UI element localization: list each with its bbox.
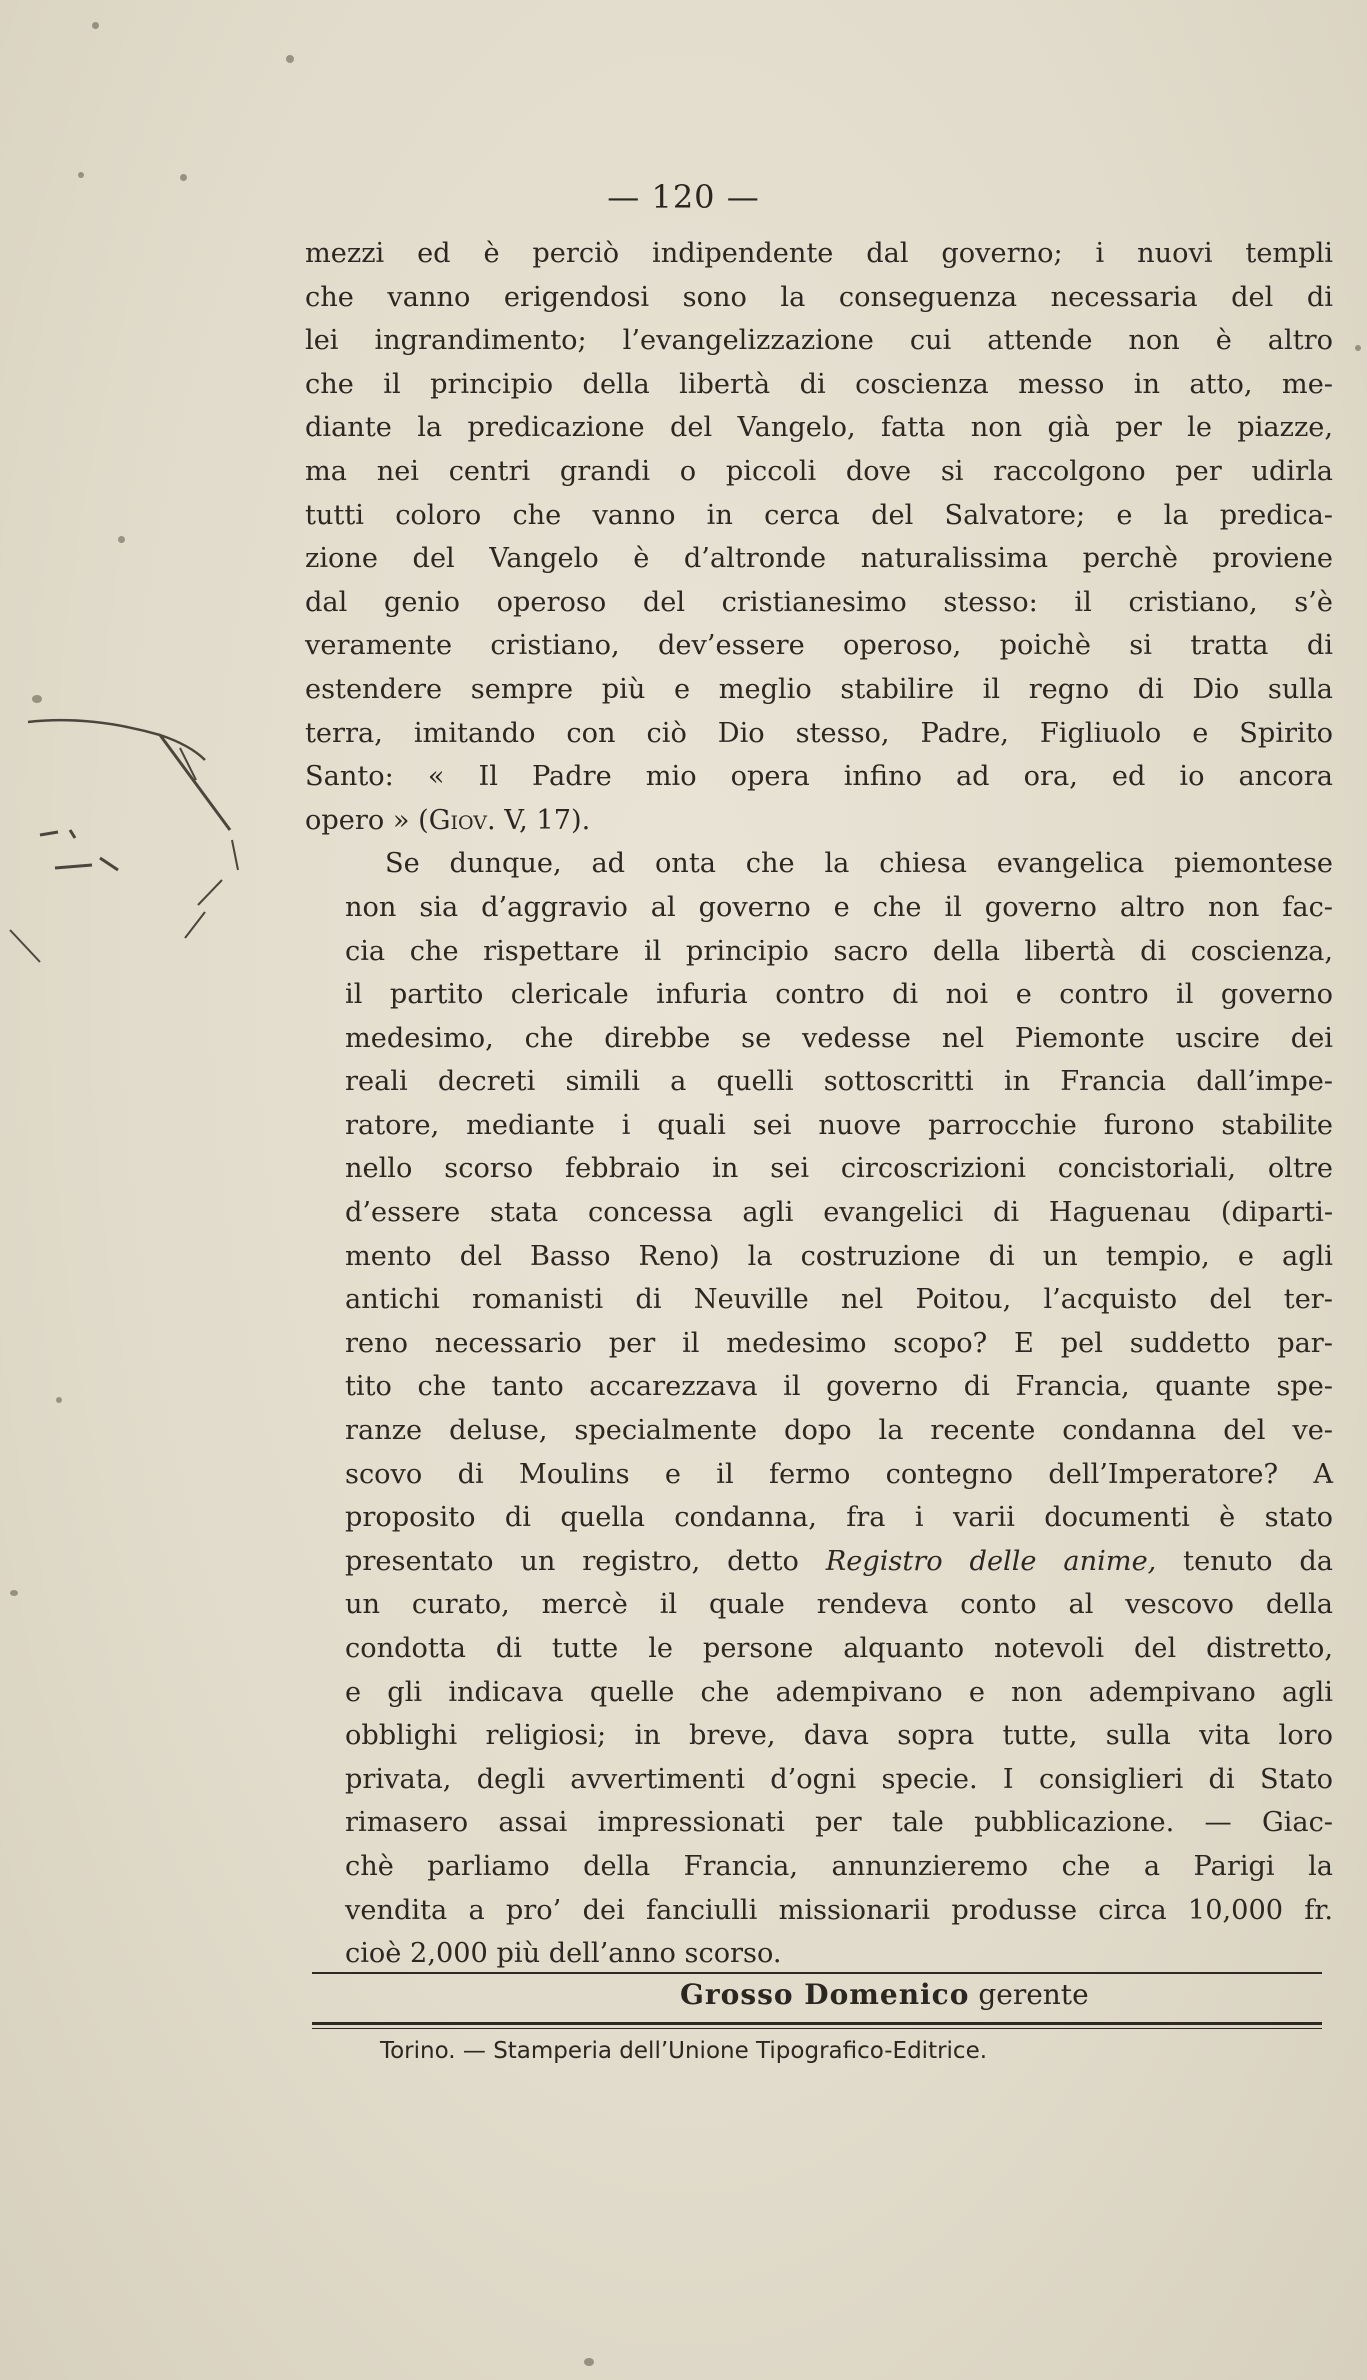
text-line: proposito di quella condanna, fra i varii documenti è stato xyxy=(345,1502,1333,1534)
text-line: scovo di Moulins e il fermo contegno dell’Imperatore? A xyxy=(345,1458,1333,1490)
text-line xyxy=(305,799,1333,843)
text-line: vendita a pro’ dei fanciulli missionarii produsse circa 10,000 fr. xyxy=(345,1894,1333,1926)
text-line: nello scorso febbraio in sei circoscrizioni concistoriali, oltre xyxy=(345,1153,1333,1185)
text-line: cioè 2,000 più dell’anno scorso. xyxy=(345,1938,782,1970)
text-line: privata, degli avvertimenti d’ogni specie. I consiglieri di Stato xyxy=(345,1763,1333,1795)
text-line: antichi romanisti di Neuville nel Poitou, l’acquisto del ter- xyxy=(345,1284,1333,1316)
text-line: estendere sempre più e meglio stabilire il regno di Dio sulla xyxy=(305,673,1333,705)
text-line: d’essere stata concessa agli evangelici di Haguenau (diparti- xyxy=(345,1197,1333,1229)
text-line: medesimo, che direbbe se vedesse nel Piemonte uscire dei xyxy=(345,1022,1333,1054)
text-line: e gli indicava quelle che adempivano e non adempivano agli xyxy=(345,1676,1333,1708)
paper-speck xyxy=(584,2358,594,2366)
text-line: lei ingrandimento; l’evangelizzazione cui attende non è altro xyxy=(305,325,1333,357)
paper-speck xyxy=(10,1590,18,1596)
text-line: terra, imitando con ciò Dio stesso, Padre, Figliuolo e Spirito xyxy=(305,717,1333,749)
text-line: tutti coloro che vanno in cerca del Salvatore; e la predica- xyxy=(305,499,1333,531)
text-fragment: tenuto da xyxy=(1156,1545,1333,1577)
text-line: reno necessario per il medesimo scopo? E pel suddetto par- xyxy=(345,1327,1333,1359)
signature-role: gerente xyxy=(978,1978,1089,2011)
paragraph xyxy=(305,842,1333,1975)
register-title: Registro delle anime, xyxy=(825,1545,1157,1577)
text-line: Santo: « Il Padre mio opera infino ad ora, ed io ancora xyxy=(305,761,1333,793)
divider-double-rule xyxy=(312,2022,1322,2029)
printer-imprint: Torino. — Stamperia dell’Unione Tipografico-Editrice. xyxy=(379,2038,988,2064)
paper-speck xyxy=(118,536,125,543)
text-line: che vanno erigendosi sono la conseguenza necessaria del di xyxy=(305,281,1333,313)
text-line: dal genio operoso del cristianesimo stesso: il cristiano, s’è xyxy=(305,586,1333,618)
text-line: il partito clericale infuria contro di noi e contro il governo xyxy=(345,979,1333,1011)
text-line: condotta di tutte le persone alquanto notevoli del distretto, xyxy=(345,1633,1333,1664)
text-line: ma nei centri grandi o piccoli dove si raccolgono per udirla xyxy=(305,455,1333,487)
paper-speck xyxy=(286,55,294,63)
text-line: obblighi religiosi; in breve, dava sopra tutte, sulla vita loro xyxy=(345,1720,1333,1752)
text-line: mezzi ed è perciò indipendente dal governo; i nuovi templi xyxy=(305,238,1333,269)
text-line: ratore, mediante i quali sei nuove parrocchie furono stabilite xyxy=(345,1109,1333,1141)
text-fragment: V, 17). xyxy=(495,804,591,836)
paper-speck xyxy=(92,22,99,29)
text-line: ranze deluse, specialmente dopo la recente condanna del ve- xyxy=(345,1415,1333,1447)
text-line: tito che tanto accarezzava il governo di Francia, quante spe- xyxy=(345,1371,1333,1403)
text-line: che il principio della libertà di coscienza messo in atto, me- xyxy=(305,368,1333,400)
text-line: veramente cristiano, dev’essere operoso, poichè si tratta di xyxy=(305,630,1333,662)
text-line xyxy=(305,1540,1333,1584)
paper-speck xyxy=(56,1397,62,1403)
text-line: rimasero assai impressionati per tale pubblicazione. — Giac- xyxy=(345,1807,1333,1839)
text-line: non sia d’aggravio al governo e che il governo altro non fac- xyxy=(345,891,1333,923)
text-fragment: opero » ( xyxy=(305,804,429,836)
divider-rule xyxy=(312,1972,1322,1974)
text-line: chè parliamo della Francia, annunzieremo che a Parigi la xyxy=(345,1850,1333,1882)
text-line: Se dunque, ad onta che la chiesa evangelica piemontese xyxy=(385,848,1333,880)
bible-reference: Giov. xyxy=(428,804,496,836)
text-line: cia che rispettare il principio sacro della libertà di coscienza, xyxy=(345,935,1333,967)
text-line: diante la predicazione del Vangelo, fatta non già per le piazze, xyxy=(305,412,1333,444)
paper-speck xyxy=(1355,345,1361,351)
text-line: reali decreti simili a quelli sottoscritti in Francia dall’impe- xyxy=(345,1066,1333,1098)
text-line: mento del Basso Reno) la costruzione di un tempio, e agli xyxy=(345,1240,1333,1272)
text-fragment: presentato un registro, detto xyxy=(345,1545,826,1577)
paragraph xyxy=(305,232,1333,842)
signature xyxy=(680,1978,1089,2011)
page-number: — 120 — xyxy=(607,178,760,216)
text-line: un curato, mercè il quale rendeva conto al vescovo della xyxy=(345,1589,1333,1621)
main-text xyxy=(305,232,1333,1976)
text-line: zione del Vangelo è d’altronde naturalissima perchè proviene xyxy=(305,543,1333,575)
signature-name: Grosso Domenico xyxy=(680,1978,970,2011)
margin-pencil-mark xyxy=(0,700,280,1000)
